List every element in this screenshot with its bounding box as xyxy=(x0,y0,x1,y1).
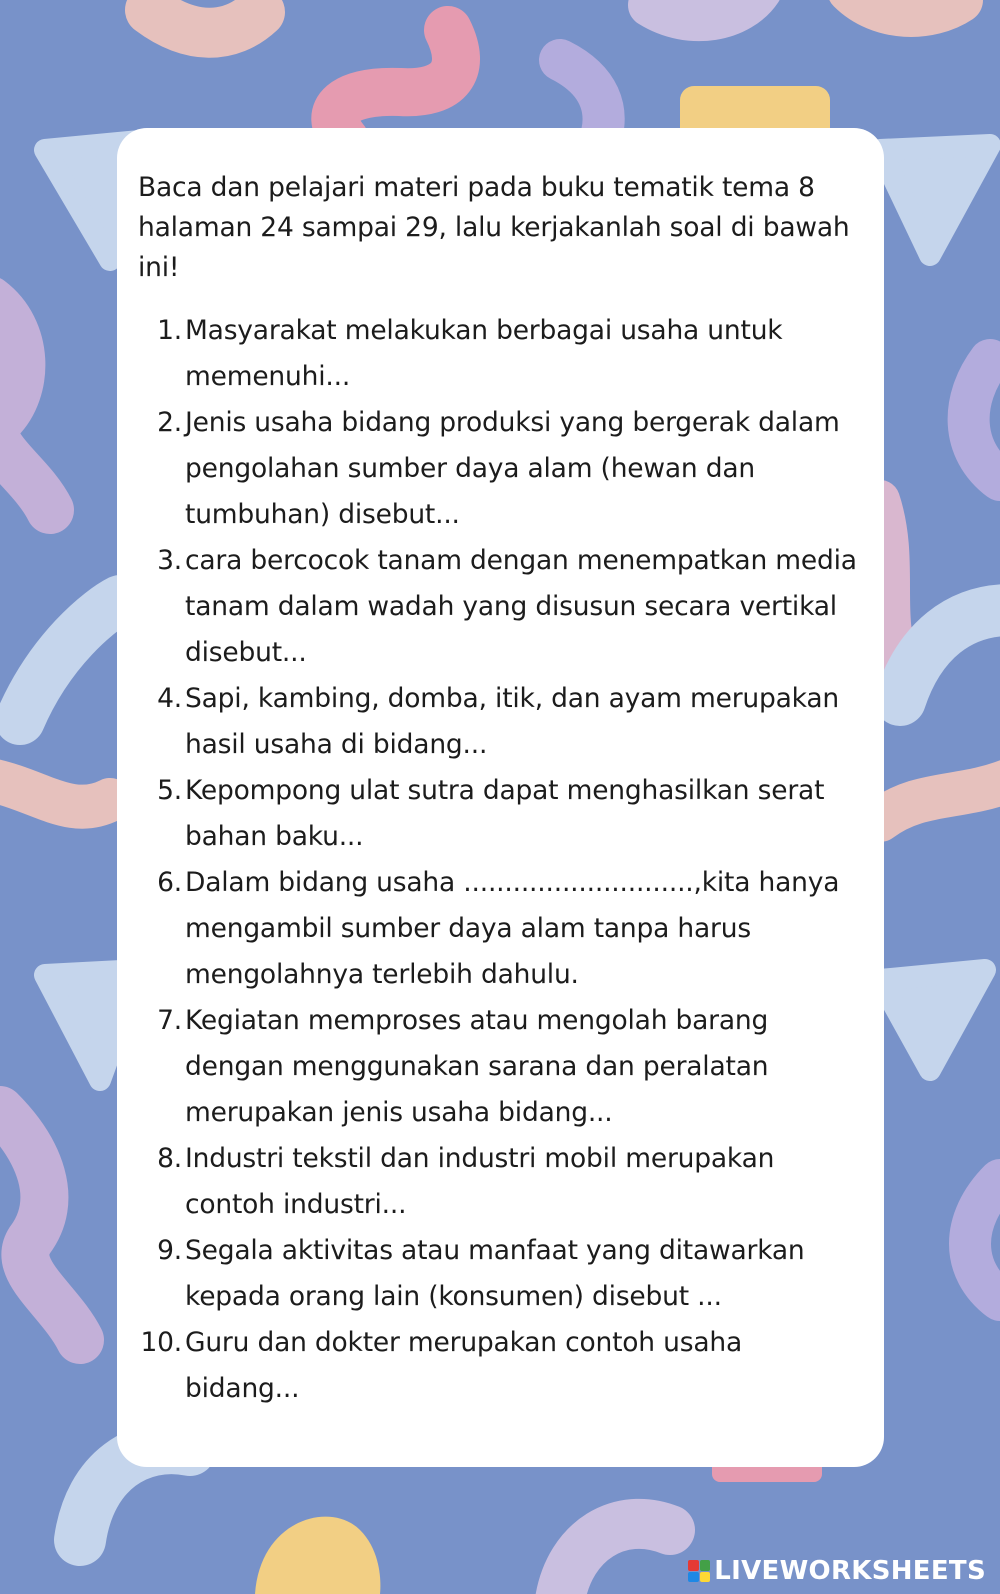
lavender-squiggle-left xyxy=(0,300,50,510)
instruction-text: Baca dan pelajari materi pada buku tematik tema 8 halaman 24 sampai 29, lalu kerjakanlah soal di bawah ini! xyxy=(138,172,850,283)
question-list xyxy=(138,308,864,1412)
logo-blue-tile xyxy=(688,1572,699,1583)
question-item xyxy=(138,538,864,676)
question-text: Jenis usaha bidang produksi yang bergerak dalam pengolahan sumber daya alam (hewan dan tumbuhan) disebut... xyxy=(185,407,840,530)
liveworksheets-logo-icon xyxy=(688,1560,710,1582)
question-number: 8. xyxy=(157,1143,182,1174)
question-text: Sapi, kambing, domba, itik, dan ayam merupakan hasil usaha di bidang... xyxy=(185,683,839,760)
lightblue-triangle-right-lower xyxy=(880,970,985,1070)
question-item xyxy=(138,768,864,860)
lavender-arc-right-lower xyxy=(970,1180,1000,1300)
yellow-blob-bottom xyxy=(255,1517,380,1594)
question-number: 1. xyxy=(157,315,182,346)
peach-squiggle-left xyxy=(0,780,110,807)
logo-yellow-tile xyxy=(700,1572,711,1583)
question-text: Industri tekstil dan industri mobil merupakan contoh industri... xyxy=(185,1143,775,1220)
lavender-arc-right xyxy=(969,360,1000,480)
question-item xyxy=(138,860,864,998)
question-text: Dalam bidang usaha ............................,kita hanya mengambil sumber daya alam tanpa harus mengolahnya terlebih dahulu. xyxy=(185,867,840,990)
question-item xyxy=(138,676,864,768)
question-item xyxy=(138,308,864,400)
question-text: Masyarakat melakukan berbagai usaha untuk memenuhi... xyxy=(185,315,783,392)
peach-shape-top-right xyxy=(850,0,960,14)
question-item xyxy=(138,1136,864,1228)
question-text: Kegiatan memproses atau mengolah barang dengan menggunakan sarana dan peralatan merupakan jenis usaha bidang... xyxy=(185,1005,769,1128)
question-text: Segala aktivitas atau manfaat yang ditawarkan kepada orang lain (konsumen) disebut ... xyxy=(185,1235,805,1312)
lavender-shape-top-right xyxy=(650,0,760,19)
lightblue-arc-right xyxy=(900,610,1000,700)
logo-green-tile xyxy=(700,1560,711,1571)
question-number: 9. xyxy=(157,1235,182,1266)
liveworksheets-brand[interactable] xyxy=(688,1556,986,1586)
lightblue-arc-left xyxy=(20,600,120,720)
question-number: 7. xyxy=(157,1005,182,1036)
question-number: 2. xyxy=(157,407,182,438)
lavender-arc-bottom xyxy=(560,1524,670,1594)
question-number: 3. xyxy=(157,545,182,576)
question-text: Guru dan dokter merupakan contoh usaha bidang... xyxy=(185,1327,743,1404)
question-text: cara bercocok tanam dengan menempatkan media tanam dalam wadah yang disusun secara vertikal disebut... xyxy=(185,545,857,668)
question-number: 5. xyxy=(157,775,182,806)
question-number: 6. xyxy=(157,867,182,898)
question-item xyxy=(138,400,864,538)
question-item xyxy=(138,1228,864,1320)
lightblue-triangle-right xyxy=(880,145,990,255)
question-number: 10. xyxy=(140,1327,182,1358)
question-item xyxy=(138,998,864,1136)
peach-squiggle-right xyxy=(880,780,1000,820)
worksheet-card xyxy=(117,128,884,1467)
peach-shape-top-left xyxy=(150,10,260,33)
question-number: 4. xyxy=(157,683,182,714)
lavender-shape-left-lower xyxy=(0,1110,80,1340)
brand-text: LIVEWORKSHEETS xyxy=(714,1556,986,1586)
question-text: Kepompong ulat sutra dapat menghasilkan serat bahan baku... xyxy=(185,775,825,852)
pink-squiggle-shape xyxy=(335,30,456,140)
logo-red-tile xyxy=(688,1560,699,1571)
question-item xyxy=(138,1320,864,1412)
